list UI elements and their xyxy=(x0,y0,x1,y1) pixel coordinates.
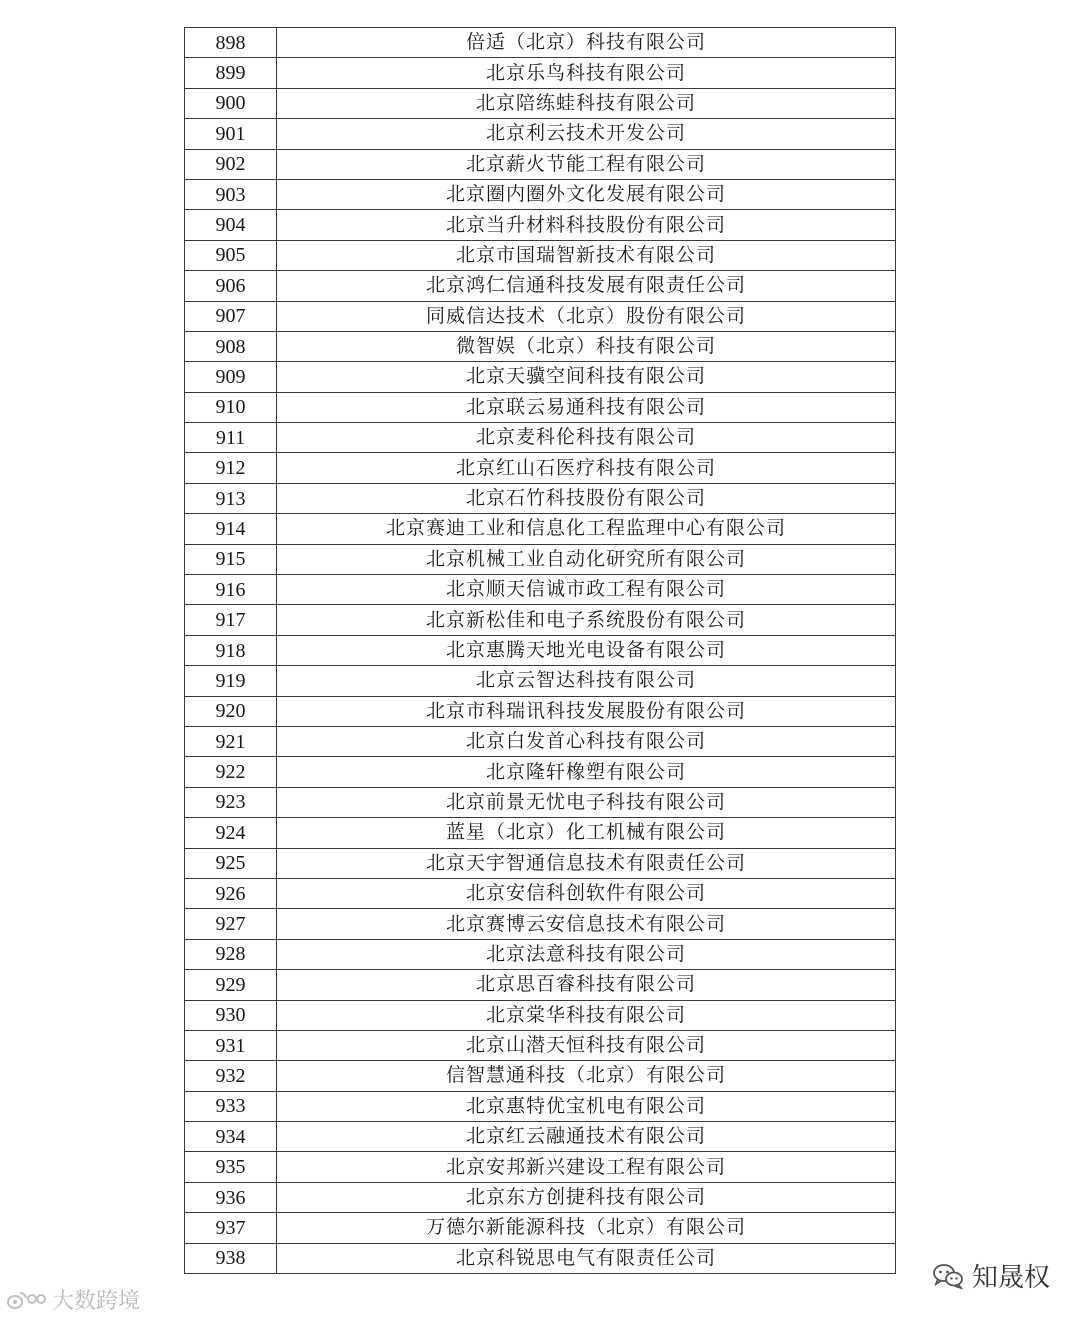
company-name: 北京惠特优宝机电有限公司 xyxy=(277,1091,896,1121)
company-name: 信智慧通科技（北京）有限公司 xyxy=(277,1061,896,1091)
company-name: 倍适（北京）科技有限公司 xyxy=(277,28,896,58)
table-row xyxy=(185,179,896,209)
table-row xyxy=(185,848,896,878)
row-number: 911 xyxy=(185,423,277,453)
table-row xyxy=(185,1091,896,1121)
company-name: 北京联云易通科技有限公司 xyxy=(277,392,896,422)
table-row xyxy=(185,1061,896,1091)
row-number: 937 xyxy=(185,1213,277,1243)
row-number: 929 xyxy=(185,970,277,1000)
company-name: 北京安邦新兴建设工程有限公司 xyxy=(277,1152,896,1182)
company-name: 北京乐鸟科技有限公司 xyxy=(277,58,896,88)
company-name: 北京机械工业自动化研究所有限公司 xyxy=(277,544,896,574)
table-row xyxy=(185,88,896,118)
watermark-left xyxy=(6,1284,140,1315)
table-row xyxy=(185,331,896,361)
row-number: 934 xyxy=(185,1122,277,1152)
company-list-table xyxy=(184,27,896,1274)
company-name: 北京棠华科技有限公司 xyxy=(277,1000,896,1030)
row-number: 933 xyxy=(185,1091,277,1121)
table-row xyxy=(185,939,896,969)
row-number: 919 xyxy=(185,666,277,696)
table-body xyxy=(185,28,896,1274)
table-row xyxy=(185,1182,896,1212)
company-name: 北京赛迪工业和信息化工程监理中心有限公司 xyxy=(277,514,896,544)
table-row xyxy=(185,1213,896,1243)
company-name: 北京石竹科技股份有限公司 xyxy=(277,483,896,513)
company-name: 北京思百睿科技有限公司 xyxy=(277,970,896,1000)
watermark-right-text: 知晟权 xyxy=(971,1263,1050,1293)
row-number: 918 xyxy=(185,635,277,665)
row-number: 932 xyxy=(185,1061,277,1091)
table-row xyxy=(185,666,896,696)
row-number: 915 xyxy=(185,544,277,574)
table-row xyxy=(185,818,896,848)
company-name: 微智娱（北京）科技有限公司 xyxy=(277,331,896,361)
company-name: 北京市国瑞智新技术有限公司 xyxy=(277,240,896,270)
row-number: 925 xyxy=(185,848,277,878)
company-name: 北京红云融通技术有限公司 xyxy=(277,1122,896,1152)
company-name: 北京鸿仁信通科技发展有限责任公司 xyxy=(277,271,896,301)
row-number: 935 xyxy=(185,1152,277,1182)
company-name: 北京市科瑞讯科技发展股份有限公司 xyxy=(277,696,896,726)
company-name: 北京东方创捷科技有限公司 xyxy=(277,1182,896,1212)
table-row xyxy=(185,119,896,149)
row-number: 900 xyxy=(185,88,277,118)
row-number: 901 xyxy=(185,119,277,149)
row-number: 916 xyxy=(185,575,277,605)
company-name: 北京新松佳和电子系统股份有限公司 xyxy=(277,605,896,635)
watermark-right xyxy=(932,1257,1050,1294)
row-number: 905 xyxy=(185,240,277,270)
row-number: 931 xyxy=(185,1030,277,1060)
row-number: 907 xyxy=(185,301,277,331)
company-name: 北京法意科技有限公司 xyxy=(277,939,896,969)
row-number: 909 xyxy=(185,362,277,392)
row-number: 910 xyxy=(185,392,277,422)
table-row xyxy=(185,605,896,635)
table-row xyxy=(185,149,896,179)
row-number: 898 xyxy=(185,28,277,58)
row-number: 926 xyxy=(185,878,277,908)
company-name: 北京白发首心科技有限公司 xyxy=(277,726,896,756)
row-number: 899 xyxy=(185,58,277,88)
row-number: 920 xyxy=(185,696,277,726)
company-name: 北京惠腾天地光电设备有限公司 xyxy=(277,635,896,665)
row-number: 906 xyxy=(185,271,277,301)
row-number: 908 xyxy=(185,331,277,361)
company-name: 北京前景无忧电子科技有限公司 xyxy=(277,787,896,817)
company-name: 北京陪练蛙科技有限公司 xyxy=(277,88,896,118)
table-row xyxy=(185,1000,896,1030)
company-name: 北京隆轩橡塑有限公司 xyxy=(277,757,896,787)
row-number: 912 xyxy=(185,453,277,483)
company-name: 北京山潜天恒科技有限公司 xyxy=(277,1030,896,1060)
table-row xyxy=(185,362,896,392)
table-row xyxy=(185,483,896,513)
table-row xyxy=(185,878,896,908)
company-name: 北京云智达科技有限公司 xyxy=(277,666,896,696)
row-number: 902 xyxy=(185,149,277,179)
company-name: 北京科锐思电气有限责任公司 xyxy=(277,1243,896,1273)
table-row xyxy=(185,787,896,817)
row-number: 928 xyxy=(185,939,277,969)
table-row xyxy=(185,1030,896,1060)
table-row xyxy=(185,1122,896,1152)
row-number: 921 xyxy=(185,726,277,756)
table-row xyxy=(185,575,896,605)
company-name: 北京当升材料科技股份有限公司 xyxy=(277,210,896,240)
table-row xyxy=(185,1152,896,1182)
company-name: 北京红山石医疗科技有限公司 xyxy=(277,453,896,483)
weibo-logo-icon xyxy=(6,1289,46,1311)
table-row xyxy=(185,301,896,331)
table-row xyxy=(185,757,896,787)
table-row xyxy=(185,210,896,240)
wechat-icon xyxy=(932,1262,964,1290)
row-number: 923 xyxy=(185,787,277,817)
table-row xyxy=(185,28,896,58)
company-name: 北京天宇智通信息技术有限责任公司 xyxy=(277,848,896,878)
table-row xyxy=(185,635,896,665)
watermark-left-text: 大数跨境 xyxy=(52,1289,141,1314)
row-number: 936 xyxy=(185,1182,277,1212)
table-row xyxy=(185,726,896,756)
row-number: 917 xyxy=(185,605,277,635)
table-row xyxy=(185,423,896,453)
table-row xyxy=(185,271,896,301)
table-row xyxy=(185,240,896,270)
table-row xyxy=(185,909,896,939)
company-name: 北京顺天信诚市政工程有限公司 xyxy=(277,575,896,605)
company-name: 北京天骥空间科技有限公司 xyxy=(277,362,896,392)
row-number: 924 xyxy=(185,818,277,848)
row-number: 904 xyxy=(185,210,277,240)
company-name: 北京圈内圈外文化发展有限公司 xyxy=(277,179,896,209)
row-number: 922 xyxy=(185,757,277,787)
table-row xyxy=(185,544,896,574)
row-number: 930 xyxy=(185,1000,277,1030)
company-name: 北京赛博云安信息技术有限公司 xyxy=(277,909,896,939)
row-number: 927 xyxy=(185,909,277,939)
company-name: 北京利云技术开发公司 xyxy=(277,119,896,149)
row-number: 914 xyxy=(185,514,277,544)
company-name: 万德尔新能源科技（北京）有限公司 xyxy=(277,1213,896,1243)
company-name: 北京薪火节能工程有限公司 xyxy=(277,149,896,179)
table-row xyxy=(185,1243,896,1273)
table-row xyxy=(185,696,896,726)
table-row xyxy=(185,58,896,88)
row-number: 903 xyxy=(185,179,277,209)
company-name: 同威信达技术（北京）股份有限公司 xyxy=(277,301,896,331)
company-name: 北京麦科伦科技有限公司 xyxy=(277,423,896,453)
table-row xyxy=(185,970,896,1000)
table-row xyxy=(185,392,896,422)
company-name: 北京安信科创软件有限公司 xyxy=(277,878,896,908)
company-name: 蓝星（北京）化工机械有限公司 xyxy=(277,818,896,848)
table-row xyxy=(185,514,896,544)
table-row xyxy=(185,453,896,483)
row-number: 938 xyxy=(185,1243,277,1273)
row-number: 913 xyxy=(185,483,277,513)
